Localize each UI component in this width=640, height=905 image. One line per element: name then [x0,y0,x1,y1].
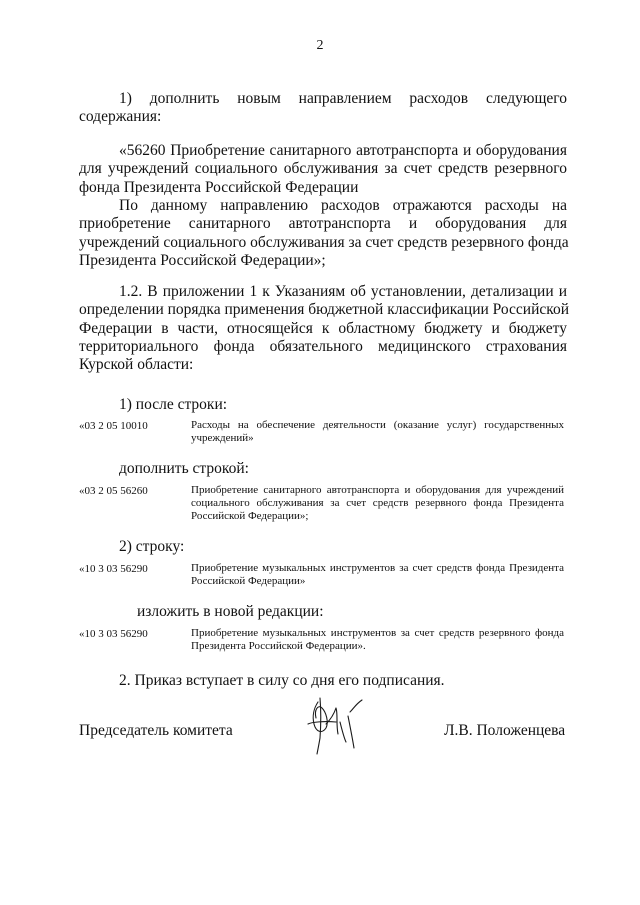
row-description-line: Приобретение музыкальных инструментов за счет средств фонда Президента [191,562,564,574]
section-line: Федерации в части, относящейся к областному бюджету и бюджету [79,319,567,337]
row-description [191,562,564,588]
after-row-label: 1) после строки: [119,396,228,413]
page-number: 2 [316,38,324,53]
restate-label: изложить в новой редакции: [137,603,324,620]
row-description [191,419,564,445]
section-line: 1.2. В приложении 1 к Указаниям об установлении, детализации и [119,283,567,300]
row-description [191,627,564,653]
row-description-line: Президента Российской Федерации». [191,640,366,653]
row-description-line: Приобретение санитарного автотранспорта и оборудования для учреждений [191,484,564,496]
quote-line: фонда Президента Российской Федерации [79,178,359,196]
row-code: «10 3 03 56290 [79,563,148,575]
explanation-line: Президента Российской Федерации»; [79,251,326,269]
item-1-line: содержания: [79,108,162,126]
signatory-name: Л.В. Положенцева [444,722,566,739]
row-description [191,484,564,524]
item-1-line: 1) дополнить новым направлением расходов следующего [119,90,567,107]
item-2-label: 2) строку: [119,538,185,555]
section-line: территориального фонда обязательного медицинского страхования [79,337,567,355]
explanation-line: учреждений социального обслуживания за счет средств резервного фонда [79,233,569,251]
section-line: Курской области: [79,356,194,374]
quote-line: «56260 Приобретение санитарного автотранспорта и оборудования [119,142,567,159]
order-paragraph: 2. Приказ вступает в силу со дня его подписания. [119,672,445,689]
explanation-paragraph [79,197,567,270]
row-description-line: Расходы на обеспечение деятельности (оказание услуг) государственных [191,419,564,431]
row-description-line: учреждений» [191,432,254,445]
row-description-line: Приобретение музыкальных инструментов за счет средств резервного фонда [191,627,564,639]
explanation-line: По данному направлению расходов отражаются расходы на [119,197,567,214]
signatory-position: Председатель комитета [79,722,233,739]
row-code: «10 3 03 56290 [79,628,148,640]
item-1-paragraph [79,90,567,127]
add-row-label: дополнить строкой: [119,460,249,477]
row-code: «03 2 05 56260 [79,485,148,497]
section-1-2-paragraph [79,283,570,374]
row-code: «03 2 05 10010 [79,420,148,432]
quote-paragraph [79,142,567,197]
quote-line: для учреждений социального обслуживания за счет средств резервного [79,160,567,178]
handwritten-signature [296,694,370,756]
row-description-line: Российской Федерации»; [191,510,309,523]
explanation-line: приобретение санитарного автотранспорта и оборудования для [79,215,567,233]
row-description-line: социального обслуживания за счет средств резервного фонда Президента [191,497,564,510]
section-line: определении порядка применения бюджетной классификации Российской [79,301,570,319]
row-description-line: Российской Федерации» [191,575,306,588]
